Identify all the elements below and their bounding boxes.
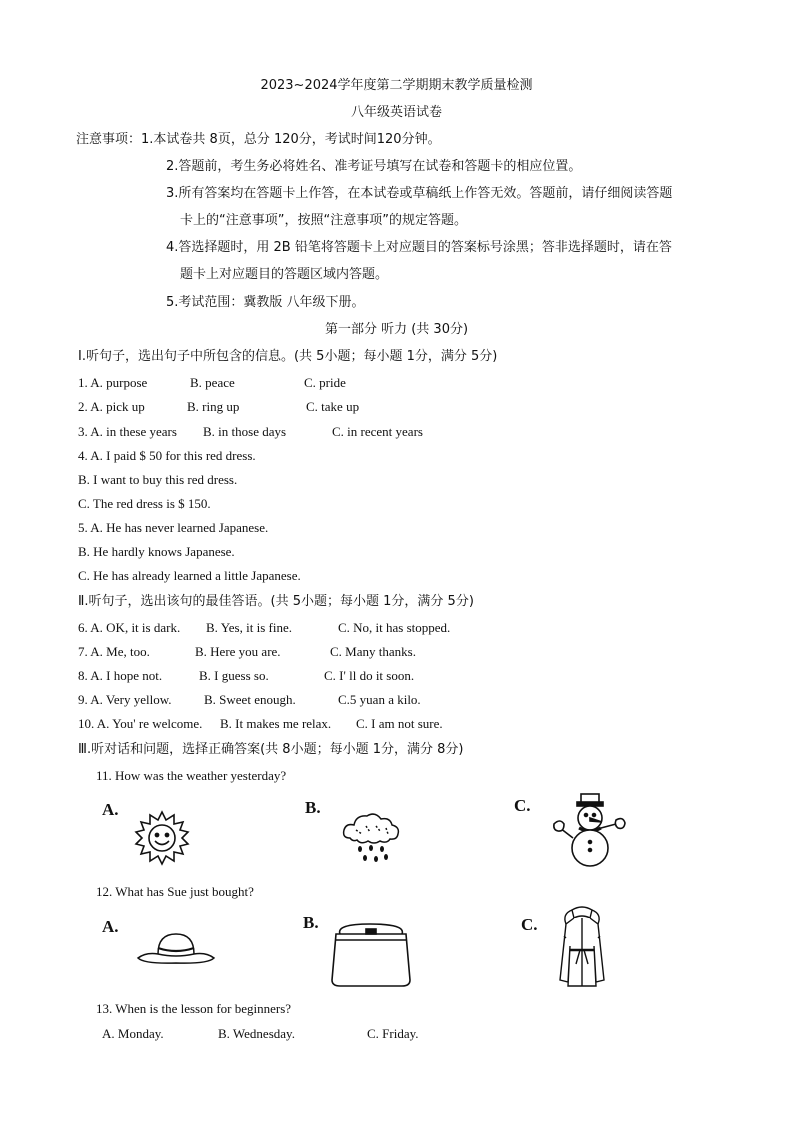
notes-line-1 xyxy=(76,131,441,149)
q13-option-c: C. Friday. xyxy=(367,1026,419,1041)
q11-label-b: B. xyxy=(305,798,321,817)
part-title: 第一部分 听力 (共 30分) xyxy=(324,322,469,337)
q9-option-a: 9. A. Very yellow. xyxy=(78,692,172,707)
q5-option-b: B. He hardly knows Japanese. xyxy=(78,544,235,559)
coat-icon xyxy=(556,906,608,990)
snowman-icon xyxy=(550,792,628,868)
q1-option-c: C. pride xyxy=(304,375,346,390)
q2-option-a: 2. A. pick up xyxy=(78,399,145,414)
note-item: 题卡上对应题目的答题区域内答题。 xyxy=(180,267,389,282)
q13-option-a: A. Monday. xyxy=(102,1026,164,1041)
q13-option-b: B. Wednesday. xyxy=(218,1026,295,1041)
q5-option-c: C. He has already learned a little Japanese. xyxy=(78,568,301,583)
q10-option-b: B. It makes me relax. xyxy=(220,716,332,731)
q6-option-a: 6. A. OK, it is dark. xyxy=(78,620,181,635)
q12-label-b: B. xyxy=(303,913,319,932)
q8-option-b: B. I guess so. xyxy=(199,668,269,683)
q3-option-b: B. in those days xyxy=(203,424,287,439)
hat-icon xyxy=(136,930,216,966)
q6-option-c: C. No, it has stopped. xyxy=(338,620,451,635)
q8-option-a: 8. A. I hope not. xyxy=(78,668,163,683)
note-item: 3.所有答案均在答题卡上作答，在本试卷或草稿纸上作答无效。答题前，请仔细阅读答题 xyxy=(166,186,673,201)
note-item: 5.考试范围：冀教版 八年级下册。 xyxy=(166,295,365,310)
q5-option-a: 5. A. He has never learned Japanese. xyxy=(78,520,269,535)
q10-option-a: 10. A. You' re welcome. xyxy=(78,716,203,731)
notes-label: 注意事项： xyxy=(76,132,142,147)
note-item: 1.本试卷共 8页，总分 120分，考试时间120分钟。 xyxy=(141,132,441,147)
handbag-icon xyxy=(330,920,412,988)
q7-option-a: 7. A. Me, too. xyxy=(78,644,150,659)
rain-cloud-icon xyxy=(340,810,402,866)
q6-option-b: B. Yes, it is fine. xyxy=(206,620,292,635)
q4-option-b: B. I want to buy this red dress. xyxy=(78,472,238,487)
note-item: 4.答选择题时，用 2B 铅笔将答题卡上对应题目的答案标号涂黑；答非选择题时，请在答 xyxy=(166,240,672,255)
q9-option-b: B. Sweet enough. xyxy=(204,692,296,707)
section-heading: Ⅰ.听句子，选出句子中所包含的信息。(共 5小题；每小题 1分，满分 5分) xyxy=(78,349,498,364)
q1-option-b: B. peace xyxy=(190,375,235,390)
note-item: 2.答题前，考生务必将姓名、准考证号填写在试卷和答题卡的相应位置。 xyxy=(166,159,582,174)
q9-option-c: C.5 yuan a kilo. xyxy=(338,692,421,707)
section-heading: Ⅲ.听对话和问题，选择正确答案(共 8小题；每小题 1分，满分 8分) xyxy=(78,742,464,757)
q11-label-c: C. xyxy=(514,796,531,815)
section-heading: Ⅱ.听句子，选出该句的最佳答语。(共 5小题；每小题 1分，满分 5分) xyxy=(78,594,474,609)
q4-option-a: 4. A. I paid $ 50 for this red dress. xyxy=(78,448,256,463)
q2-option-b: B. ring up xyxy=(187,399,240,414)
q12-label-a: A. xyxy=(102,917,119,936)
q3-option-c: C. in recent years xyxy=(332,424,423,439)
q7-option-c: C. Many thanks. xyxy=(330,644,416,659)
q12-question: 12. What has Sue just bought? xyxy=(96,884,254,899)
q12-label-c: C. xyxy=(521,915,538,934)
q11-question: 11. How was the weather yesterday? xyxy=(96,768,287,783)
note-item: 卡上的“注意事项”，按照“注意事项”的规定答题。 xyxy=(180,213,467,228)
q8-option-c: C. I' ll do it soon. xyxy=(324,668,415,683)
q11-label-a: A. xyxy=(102,800,119,819)
sun-icon xyxy=(134,810,190,866)
q10-option-c: C. I am not sure. xyxy=(356,716,443,731)
q13-question: 13. When is the lesson for beginners? xyxy=(96,1001,292,1016)
q3-option-a: 3. A. in these years xyxy=(78,424,177,439)
q7-option-b: B. Here you are. xyxy=(195,644,281,659)
exam-title: 2023~2024学年度第二学期期末教学质量检测 xyxy=(260,78,533,93)
q4-option-c: C. The red dress is $ 150. xyxy=(78,496,211,511)
q1-option-a: 1. A. purpose xyxy=(78,375,148,390)
exam-subtitle: 八年级英语试卷 xyxy=(350,105,442,120)
q2-option-c: C. take up xyxy=(306,399,360,414)
